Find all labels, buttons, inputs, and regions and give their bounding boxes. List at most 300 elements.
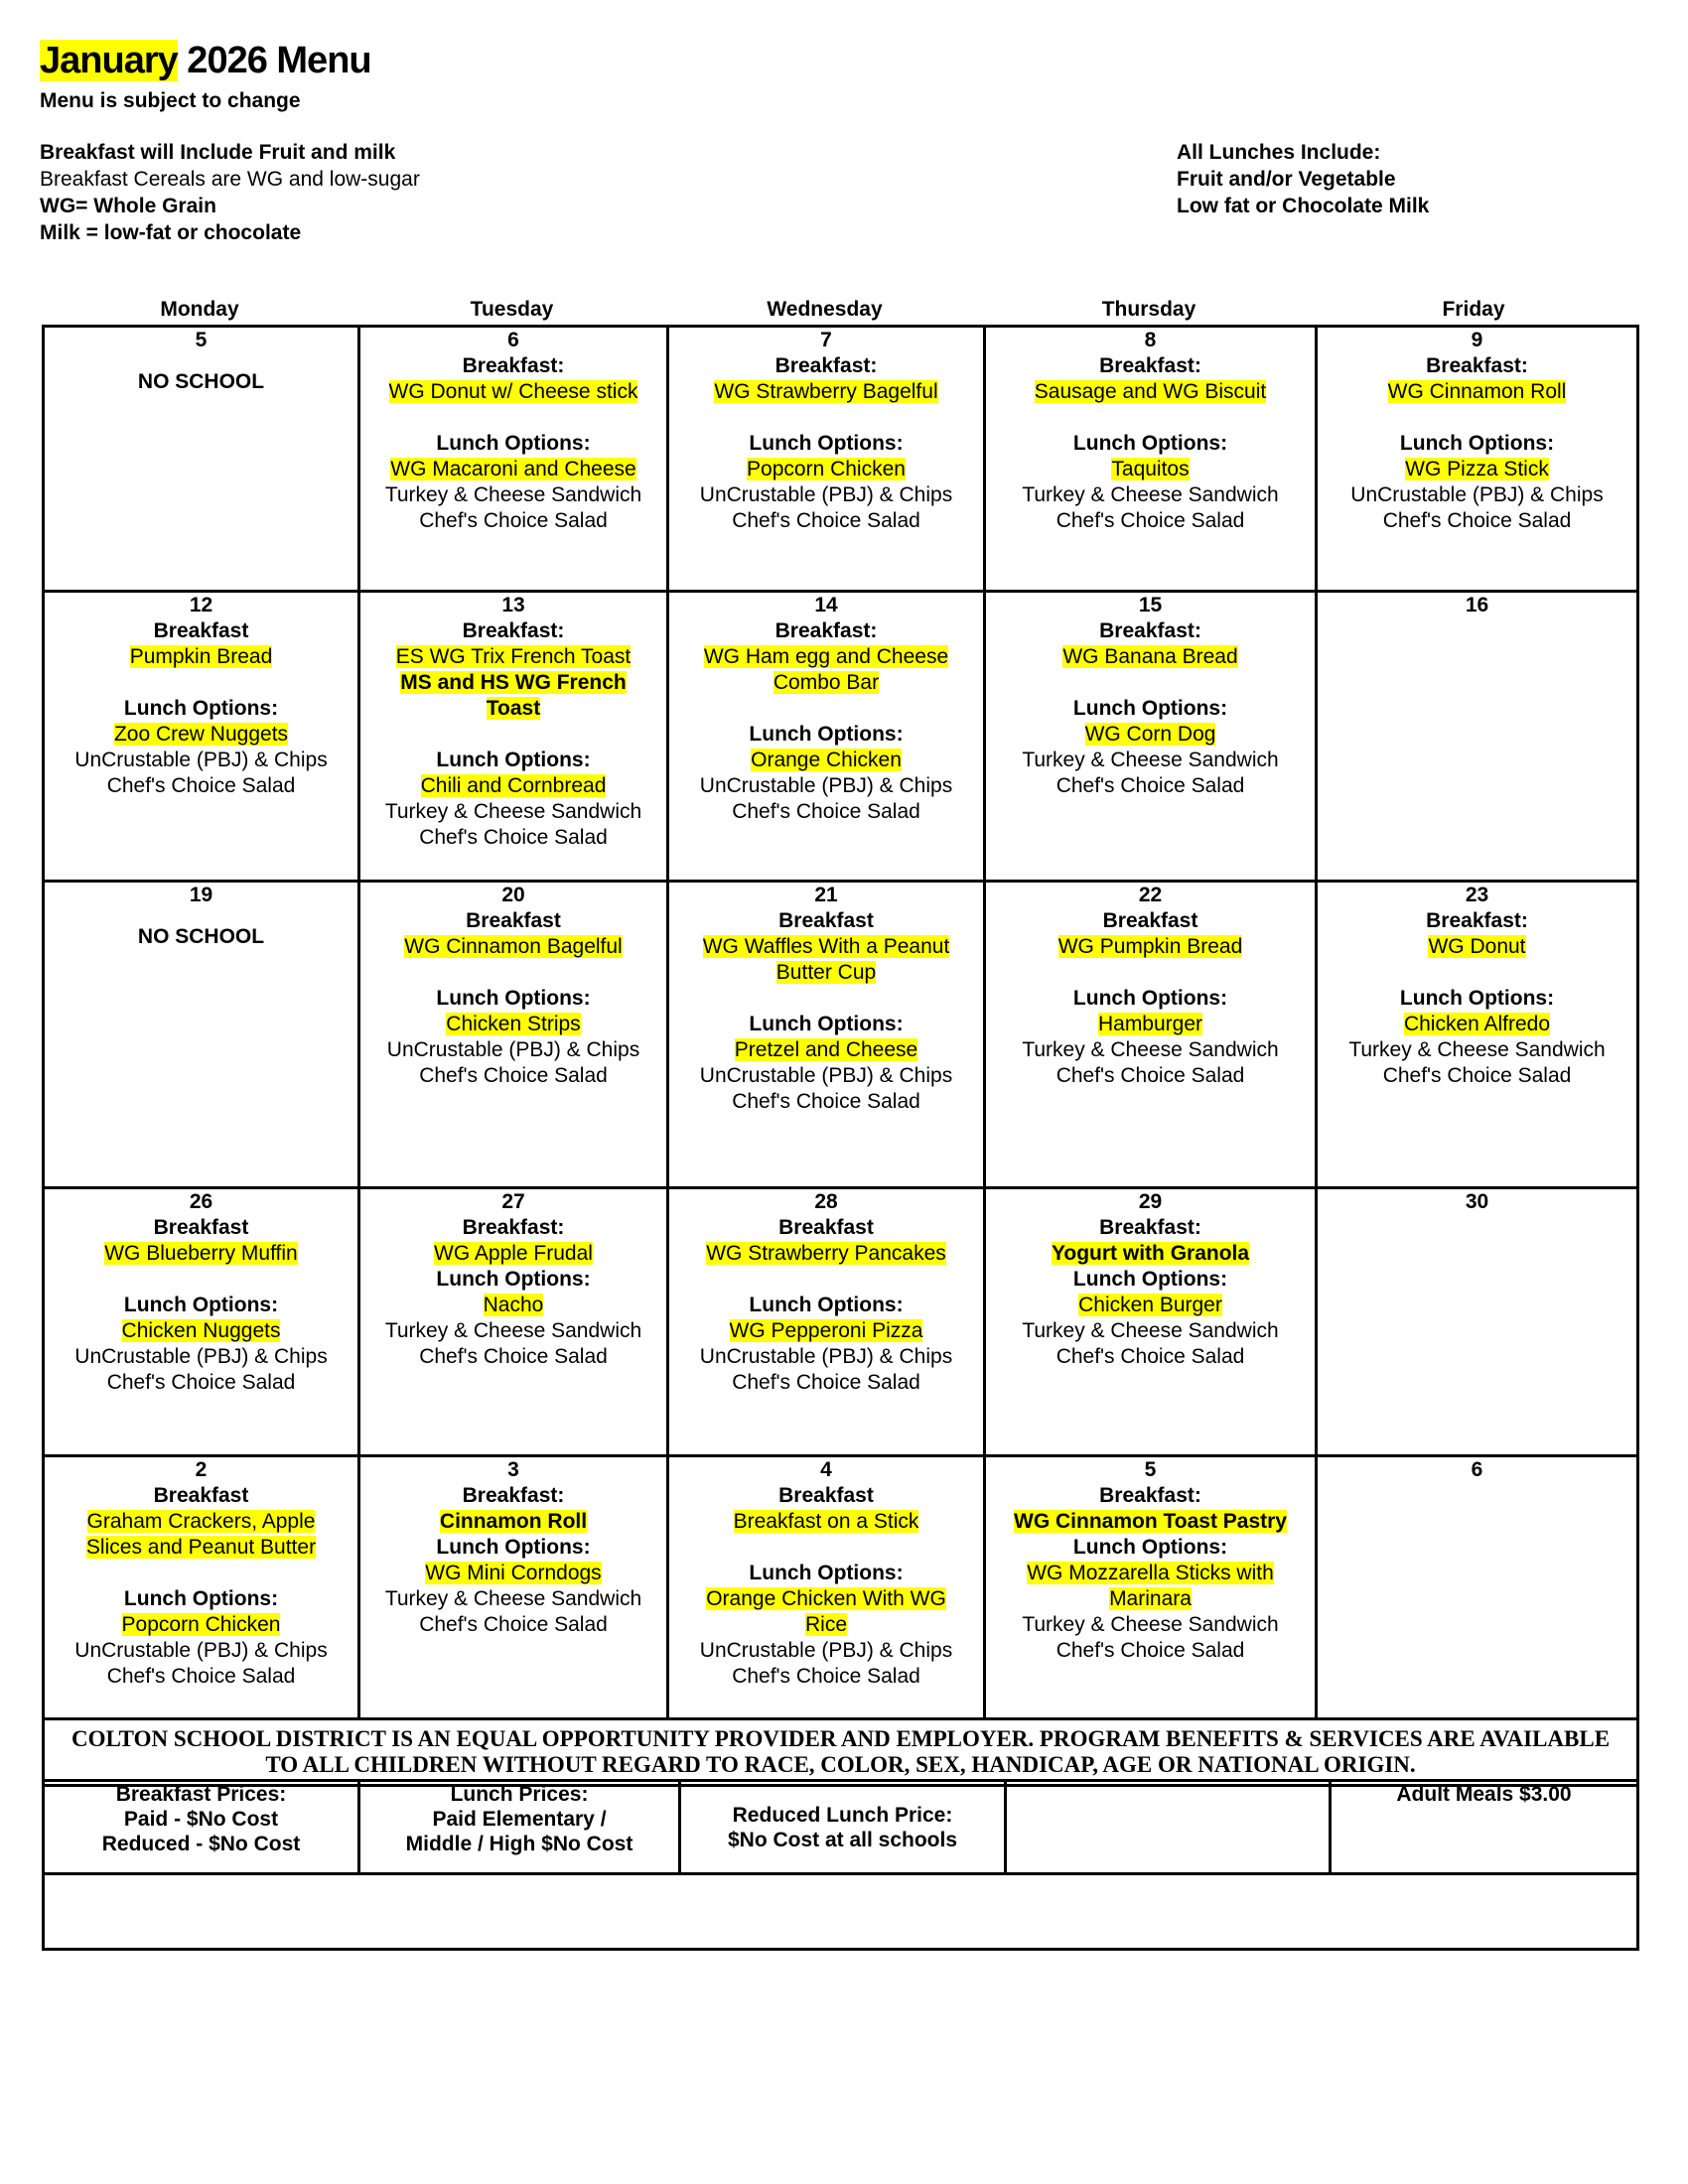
line-text: UnCrustable (PBJ) & Chips xyxy=(699,483,953,506)
day-cell xyxy=(359,1456,668,1719)
menu-item xyxy=(360,1037,666,1063)
line-text: Lunch Options: xyxy=(749,1294,904,1316)
line-text: Breakfast xyxy=(153,1216,249,1239)
date-number: 22 xyxy=(1138,884,1163,906)
day-cell xyxy=(44,327,359,592)
line-text: Chef's Choice Salad xyxy=(1055,509,1245,532)
section-heading xyxy=(986,1483,1315,1509)
menu-item xyxy=(669,644,983,670)
line-text: Lunch Options: xyxy=(1399,987,1555,1010)
no-school-label xyxy=(45,369,357,395)
price-line: $No Cost at all schools xyxy=(727,1828,958,1851)
line-text: Breakfast xyxy=(1102,909,1198,932)
menu-item xyxy=(986,1586,1315,1612)
no-school-label xyxy=(45,924,357,950)
line-text: UnCrustable (PBJ) & Chips xyxy=(1350,483,1604,506)
line-text: Graham Crackers, Apple xyxy=(86,1510,316,1533)
day-cell xyxy=(668,1456,985,1719)
lunch-prices xyxy=(359,1781,680,1874)
section-heading xyxy=(986,1267,1315,1293)
prices-table xyxy=(42,1779,1639,1951)
line-text: Turkey & Cheese Sandwich xyxy=(1022,1038,1279,1061)
note: Milk = low-fat or chocolate xyxy=(40,221,302,244)
section-heading xyxy=(669,1012,983,1037)
section-heading xyxy=(45,1483,357,1509)
menu-item xyxy=(669,748,983,773)
menu-item xyxy=(986,1638,1315,1664)
menu-item xyxy=(360,379,666,405)
section-heading xyxy=(45,1586,357,1612)
menu-item xyxy=(360,508,666,534)
line-text: UnCrustable (PBJ) & Chips xyxy=(699,1345,953,1368)
menu-item xyxy=(669,1664,983,1690)
line-text: Lunch Options: xyxy=(436,432,591,455)
line-text: Breakfast: xyxy=(462,354,565,377)
menu-item xyxy=(45,670,357,696)
date-number: 7 xyxy=(820,329,832,351)
section-heading xyxy=(1318,908,1636,934)
menu-item xyxy=(669,1241,983,1267)
line-text: Breakfast: xyxy=(1426,909,1528,932)
line-text: Lunch Options: xyxy=(123,1294,279,1316)
line-text: Lunch Options: xyxy=(1072,1268,1228,1291)
line-text: Breakfast: xyxy=(462,619,565,642)
line-text: UnCrustable (PBJ) & Chips xyxy=(699,774,953,797)
empty-cell xyxy=(1006,1781,1331,1874)
menu-item xyxy=(360,1063,666,1089)
menu-item xyxy=(986,457,1315,482)
adult-meals-price: Adult Meals $3.00 xyxy=(1331,1781,1638,1874)
line-text: WG Blueberry Muffin xyxy=(104,1242,298,1265)
menu-item xyxy=(360,1586,666,1612)
line-text: Chef's Choice Salad xyxy=(732,1371,920,1394)
line-text: Lunch Options: xyxy=(749,432,904,455)
section-heading xyxy=(986,431,1315,457)
menu-item xyxy=(1318,1037,1636,1063)
menu-item xyxy=(360,825,666,851)
menu-item xyxy=(360,1612,666,1638)
section-heading xyxy=(669,722,983,748)
section-heading xyxy=(669,618,983,644)
menu-item xyxy=(1318,1063,1636,1089)
price-line: Paid Elementary / xyxy=(432,1808,607,1831)
line-text: Chef's Choice Salad xyxy=(419,509,608,532)
day-cell xyxy=(359,882,668,1188)
day-cell xyxy=(359,592,668,882)
menu-item xyxy=(669,1586,983,1612)
day-cell xyxy=(668,327,985,592)
menu-item xyxy=(669,696,983,722)
line-text: Chef's Choice Salad xyxy=(106,774,296,797)
menu-item xyxy=(45,1612,357,1638)
section-heading xyxy=(669,908,983,934)
menu-item xyxy=(360,1344,666,1370)
line-text: WG Cinnamon Bagelful xyxy=(404,935,623,958)
line-text: Chef's Choice Salad xyxy=(419,1064,608,1087)
date-number: 12 xyxy=(189,594,213,616)
date-number: 3 xyxy=(507,1458,519,1481)
line-text: Chef's Choice Salad xyxy=(1382,509,1572,532)
line-text: WG Cinnamon Roll xyxy=(1387,380,1567,403)
line-text: Pumpkin Bread xyxy=(129,645,273,668)
section-heading xyxy=(669,353,983,379)
line-text: NO SCHOOL xyxy=(137,370,265,393)
line-text: WG Corn Dog xyxy=(1084,723,1216,746)
menu-item xyxy=(669,457,983,482)
price-line: Paid - $No Cost xyxy=(123,1808,279,1831)
line-text: WG Pizza Stick xyxy=(1405,458,1549,480)
date-number: 30 xyxy=(1465,1190,1489,1213)
menu-item xyxy=(986,1063,1315,1089)
line-text: NO SCHOOL xyxy=(137,925,265,948)
date-number: 28 xyxy=(814,1190,838,1213)
menu-item xyxy=(45,1267,357,1293)
section-heading xyxy=(360,431,666,457)
menu-item xyxy=(986,1344,1315,1370)
menu-item xyxy=(45,748,357,773)
menu-item xyxy=(45,722,357,748)
day-cell xyxy=(668,882,985,1188)
menu-item xyxy=(1318,405,1636,431)
menu-item xyxy=(986,670,1315,696)
equal-opportunity-statement: COLTON SCHOOL DISTRICT IS AN EQUAL OPPORTUNITY PROVIDER AND EMPLOYER. PROGRAM BENEFITS & SERVICES ARE AVAILABLE TO ALL CHILDREN WITHOUT REGARD TO RACE, COLOR, SEX, HANDICAP, AGE OR NATIONAL ORIGIN. xyxy=(44,1719,1638,1786)
line-text: WG Apple Frudal xyxy=(434,1242,593,1265)
menu-item xyxy=(1318,960,1636,986)
day-cell xyxy=(44,592,359,882)
line-text: Breakfast xyxy=(466,909,561,932)
section-heading xyxy=(360,1267,666,1293)
section-heading xyxy=(986,1535,1315,1561)
section-heading xyxy=(986,353,1315,379)
line-text: WG Donut w/ Cheese stick xyxy=(388,380,638,403)
line-text: WG Ham egg and Cheese xyxy=(703,645,949,668)
menu-item xyxy=(360,1318,666,1344)
menu-item xyxy=(669,1318,983,1344)
menu-item xyxy=(45,1318,357,1344)
line-text: Chef's Choice Salad xyxy=(1382,1064,1572,1087)
menu-calendar xyxy=(42,325,1639,1787)
day-cell xyxy=(359,327,668,592)
section-heading xyxy=(669,1293,983,1318)
line-text: Turkey & Cheese Sandwich xyxy=(384,483,642,506)
line-text: UnCrustable (PBJ) & Chips xyxy=(74,1345,328,1368)
line-text: Chef's Choice Salad xyxy=(1055,774,1245,797)
menu-item xyxy=(669,960,983,986)
section-heading xyxy=(45,1215,357,1241)
menu-item xyxy=(986,405,1315,431)
menu-item xyxy=(360,1561,666,1586)
day-header: Friday xyxy=(1442,298,1505,321)
menu-item xyxy=(986,960,1315,986)
line-text: Pretzel and Cheese xyxy=(734,1038,918,1061)
menu-item xyxy=(986,1293,1315,1318)
menu-item xyxy=(360,457,666,482)
menu-item xyxy=(986,773,1315,799)
price-line: Reduced - $No Cost xyxy=(101,1833,301,1855)
section-heading xyxy=(669,431,983,457)
menu-item xyxy=(986,1318,1315,1344)
line-text: Breakfast xyxy=(778,1484,874,1507)
date-number: 6 xyxy=(507,329,519,351)
line-text: ES WG Trix French Toast xyxy=(395,645,632,668)
menu-item xyxy=(669,508,983,534)
line-text: Marinara xyxy=(1109,1587,1192,1610)
date-number: 20 xyxy=(501,884,525,906)
section-heading xyxy=(360,748,666,773)
line-text: Chef's Choice Salad xyxy=(1055,1345,1245,1368)
menu-item xyxy=(360,934,666,960)
menu-item xyxy=(45,1638,357,1664)
line-text: Lunch Options: xyxy=(436,749,591,771)
line-text: Zoo Crew Nuggets xyxy=(113,723,289,746)
section-heading xyxy=(360,908,666,934)
title-month: January xyxy=(40,40,178,81)
menu-item xyxy=(360,1509,666,1535)
date-number: 23 xyxy=(1465,884,1489,906)
note: Breakfast will Include Fruit and milk xyxy=(40,141,396,164)
menu-item xyxy=(669,1089,983,1115)
section-heading xyxy=(360,353,666,379)
menu-item xyxy=(986,1561,1315,1586)
line-text: Turkey & Cheese Sandwich xyxy=(1022,749,1279,771)
line-text: WG Waffles With a Peanut xyxy=(702,935,950,958)
line-text: Lunch Options: xyxy=(749,1562,904,1584)
price-line: Lunch Prices: xyxy=(450,1783,589,1806)
line-text: Lunch Options: xyxy=(123,697,279,720)
line-text: Chicken Strips xyxy=(446,1013,581,1035)
breakfast-notes xyxy=(40,139,420,246)
menu-item xyxy=(986,482,1315,508)
menu-item xyxy=(360,1293,666,1318)
line-text: Lunch Options: xyxy=(749,1013,904,1035)
line-text: WG Macaroni and Cheese xyxy=(390,458,636,480)
menu-item xyxy=(360,960,666,986)
section-heading xyxy=(45,696,357,722)
date-number: 5 xyxy=(195,329,208,351)
line-text: Popcorn Chicken xyxy=(747,458,906,480)
line-text: Breakfast: xyxy=(1099,354,1201,377)
menu-item xyxy=(986,1241,1315,1267)
section-heading xyxy=(1318,986,1636,1012)
line-text: Breakfast: xyxy=(1099,1484,1201,1507)
blank-row xyxy=(44,1874,1638,1950)
line-text: Rice xyxy=(804,1613,847,1636)
line-text: Chicken Nuggets xyxy=(121,1319,281,1342)
note: Low fat or Chocolate Milk xyxy=(1177,195,1430,217)
line-text: Turkey & Cheese Sandwich xyxy=(384,1587,642,1610)
line-text: Taquitos xyxy=(1111,458,1190,480)
menu-item xyxy=(669,1063,983,1089)
note: All Lunches Include: xyxy=(1177,141,1381,164)
date-number: 19 xyxy=(189,884,213,906)
line-text: Lunch Options: xyxy=(749,723,904,746)
section-heading xyxy=(360,1483,666,1509)
line-text: Chef's Choice Salad xyxy=(419,1613,608,1636)
day-cell xyxy=(44,1456,359,1719)
week-row xyxy=(44,592,1638,882)
line-text: Lunch Options: xyxy=(1072,1536,1228,1559)
menu-item xyxy=(1318,482,1636,508)
date-number: 29 xyxy=(1138,1190,1163,1213)
menu-item xyxy=(669,986,983,1012)
note: WG= Whole Grain xyxy=(40,195,216,217)
line-text: Lunch Options: xyxy=(1072,697,1228,720)
line-text: UnCrustable (PBJ) & Chips xyxy=(699,1064,953,1087)
line-text: Breakfast on a Stick xyxy=(733,1510,919,1533)
line-text: Lunch Options: xyxy=(123,1587,279,1610)
line-text: Turkey & Cheese Sandwich xyxy=(384,1319,642,1342)
date-number: 9 xyxy=(1471,329,1483,351)
day-cell xyxy=(668,592,985,882)
menu-item xyxy=(360,696,666,722)
menu-item xyxy=(45,1509,357,1535)
menu-item xyxy=(360,1012,666,1037)
line-text: Chef's Choice Salad xyxy=(732,1665,920,1688)
line-text: Turkey & Cheese Sandwich xyxy=(384,800,642,823)
menu-item xyxy=(986,1037,1315,1063)
line-text: Chicken Alfredo xyxy=(1403,1013,1551,1035)
line-text: Breakfast xyxy=(153,619,249,642)
line-text: Breakfast: xyxy=(462,1484,565,1507)
day-header: Monday xyxy=(160,298,239,321)
section-heading xyxy=(360,618,666,644)
line-text: WG Strawberry Bagelful xyxy=(714,380,938,403)
line-text: Chef's Choice Salad xyxy=(106,1371,296,1394)
line-text: UnCrustable (PBJ) & Chips xyxy=(699,1639,953,1662)
line-text: WG Banana Bread xyxy=(1062,645,1238,668)
line-text: Yogurt with Granola xyxy=(1051,1242,1250,1265)
menu-item xyxy=(986,748,1315,773)
line-text: Turkey & Cheese Sandwich xyxy=(1022,483,1279,506)
day-cell xyxy=(44,1188,359,1456)
line-text: UnCrustable (PBJ) & Chips xyxy=(386,1038,640,1061)
line-text: Breakfast: xyxy=(1099,1216,1201,1239)
section-heading xyxy=(45,618,357,644)
day-header: Tuesday xyxy=(470,298,554,321)
menu-item xyxy=(45,644,357,670)
title-rest: 2026 Menu xyxy=(177,40,371,81)
section-heading xyxy=(1318,353,1636,379)
section-heading xyxy=(1318,431,1636,457)
menu-item xyxy=(360,644,666,670)
day-cell xyxy=(985,1188,1317,1456)
line-text: UnCrustable (PBJ) & Chips xyxy=(74,1639,328,1662)
line-text: Lunch Options: xyxy=(1399,432,1555,455)
line-text: Chef's Choice Salad xyxy=(419,826,608,849)
menu-item xyxy=(669,482,983,508)
line-text: Chef's Choice Salad xyxy=(732,800,920,823)
line-text: Butter Cup xyxy=(775,961,877,984)
line-text: Breakfast xyxy=(153,1484,249,1507)
day-cell xyxy=(1317,1188,1638,1456)
line-text: Lunch Options: xyxy=(436,1268,591,1291)
line-text: Breakfast: xyxy=(774,619,878,642)
line-text: Breakfast xyxy=(778,1216,874,1239)
line-text: WG Pumpkin Bread xyxy=(1057,935,1243,958)
day-cell xyxy=(359,1188,668,1456)
menu-item xyxy=(360,405,666,431)
day-cell xyxy=(1317,1456,1638,1719)
menu-item xyxy=(1318,457,1636,482)
day-cell xyxy=(1317,882,1638,1188)
menu-item xyxy=(360,773,666,799)
subtitle: Menu is subject to change xyxy=(40,89,301,112)
date-number: 8 xyxy=(1144,329,1157,351)
line-text: Chef's Choice Salad xyxy=(1055,1064,1245,1087)
line-text: Lunch Options: xyxy=(436,1536,591,1559)
menu-item xyxy=(669,405,983,431)
line-text: Chef's Choice Salad xyxy=(732,509,920,532)
line-text: Chicken Burger xyxy=(1078,1294,1222,1316)
line-text: Lunch Options: xyxy=(436,987,591,1010)
line-text: WG Donut xyxy=(1428,935,1526,958)
price-line: Middle / High $No Cost xyxy=(405,1833,633,1855)
menu-item xyxy=(45,1241,357,1267)
line-text: Nacho xyxy=(483,1294,544,1316)
section-heading xyxy=(986,618,1315,644)
line-text: Chili and Cornbread xyxy=(420,774,607,797)
section-heading xyxy=(986,696,1315,722)
menu-item xyxy=(669,1535,983,1561)
line-text: Toast xyxy=(486,697,541,720)
line-text: Lunch Options: xyxy=(1072,987,1228,1010)
section-heading xyxy=(360,1215,666,1241)
date-number: 26 xyxy=(189,1190,213,1213)
menu-item xyxy=(986,644,1315,670)
menu-item xyxy=(669,773,983,799)
section-heading xyxy=(986,986,1315,1012)
price-line: Breakfast Prices: xyxy=(115,1783,287,1806)
week-row xyxy=(44,1456,1638,1719)
day-cell xyxy=(985,327,1317,592)
line-text: WG Strawberry Pancakes xyxy=(706,1242,946,1265)
date-number: 15 xyxy=(1138,594,1163,616)
day-cell xyxy=(985,592,1317,882)
date-number: 16 xyxy=(1465,594,1489,616)
menu-item xyxy=(986,1612,1315,1638)
day-cell xyxy=(1317,327,1638,592)
line-text: Sausage and WG Biscuit xyxy=(1034,380,1267,403)
weekday-headers xyxy=(42,298,1636,322)
day-cell xyxy=(985,882,1317,1188)
menu-item xyxy=(669,1612,983,1638)
line-text: Turkey & Cheese Sandwich xyxy=(1348,1038,1606,1061)
date-number: 2 xyxy=(195,1458,208,1481)
menu-item xyxy=(45,1535,357,1561)
day-header: Thursday xyxy=(1101,298,1196,321)
line-text: MS and HS WG French xyxy=(400,671,627,694)
day-cell xyxy=(668,1188,985,1456)
line-text: Hamburger xyxy=(1097,1013,1203,1035)
price-line: Reduced Lunch Price: xyxy=(732,1803,953,1827)
line-text: Combo Bar xyxy=(773,671,880,694)
section-heading xyxy=(669,1483,983,1509)
menu-item xyxy=(669,379,983,405)
menu-item xyxy=(986,508,1315,534)
section-heading xyxy=(45,1293,357,1318)
menu-item xyxy=(45,1664,357,1690)
line-text: Orange Chicken With WG xyxy=(706,1587,946,1610)
menu-item xyxy=(360,799,666,825)
menu-item xyxy=(45,1561,357,1586)
day-cell xyxy=(1317,592,1638,882)
menu-item xyxy=(1318,934,1636,960)
date-number: 27 xyxy=(501,1190,525,1213)
page-title xyxy=(40,40,371,82)
menu-item xyxy=(986,1509,1315,1535)
menu-item xyxy=(669,1638,983,1664)
menu-item xyxy=(360,1241,666,1267)
